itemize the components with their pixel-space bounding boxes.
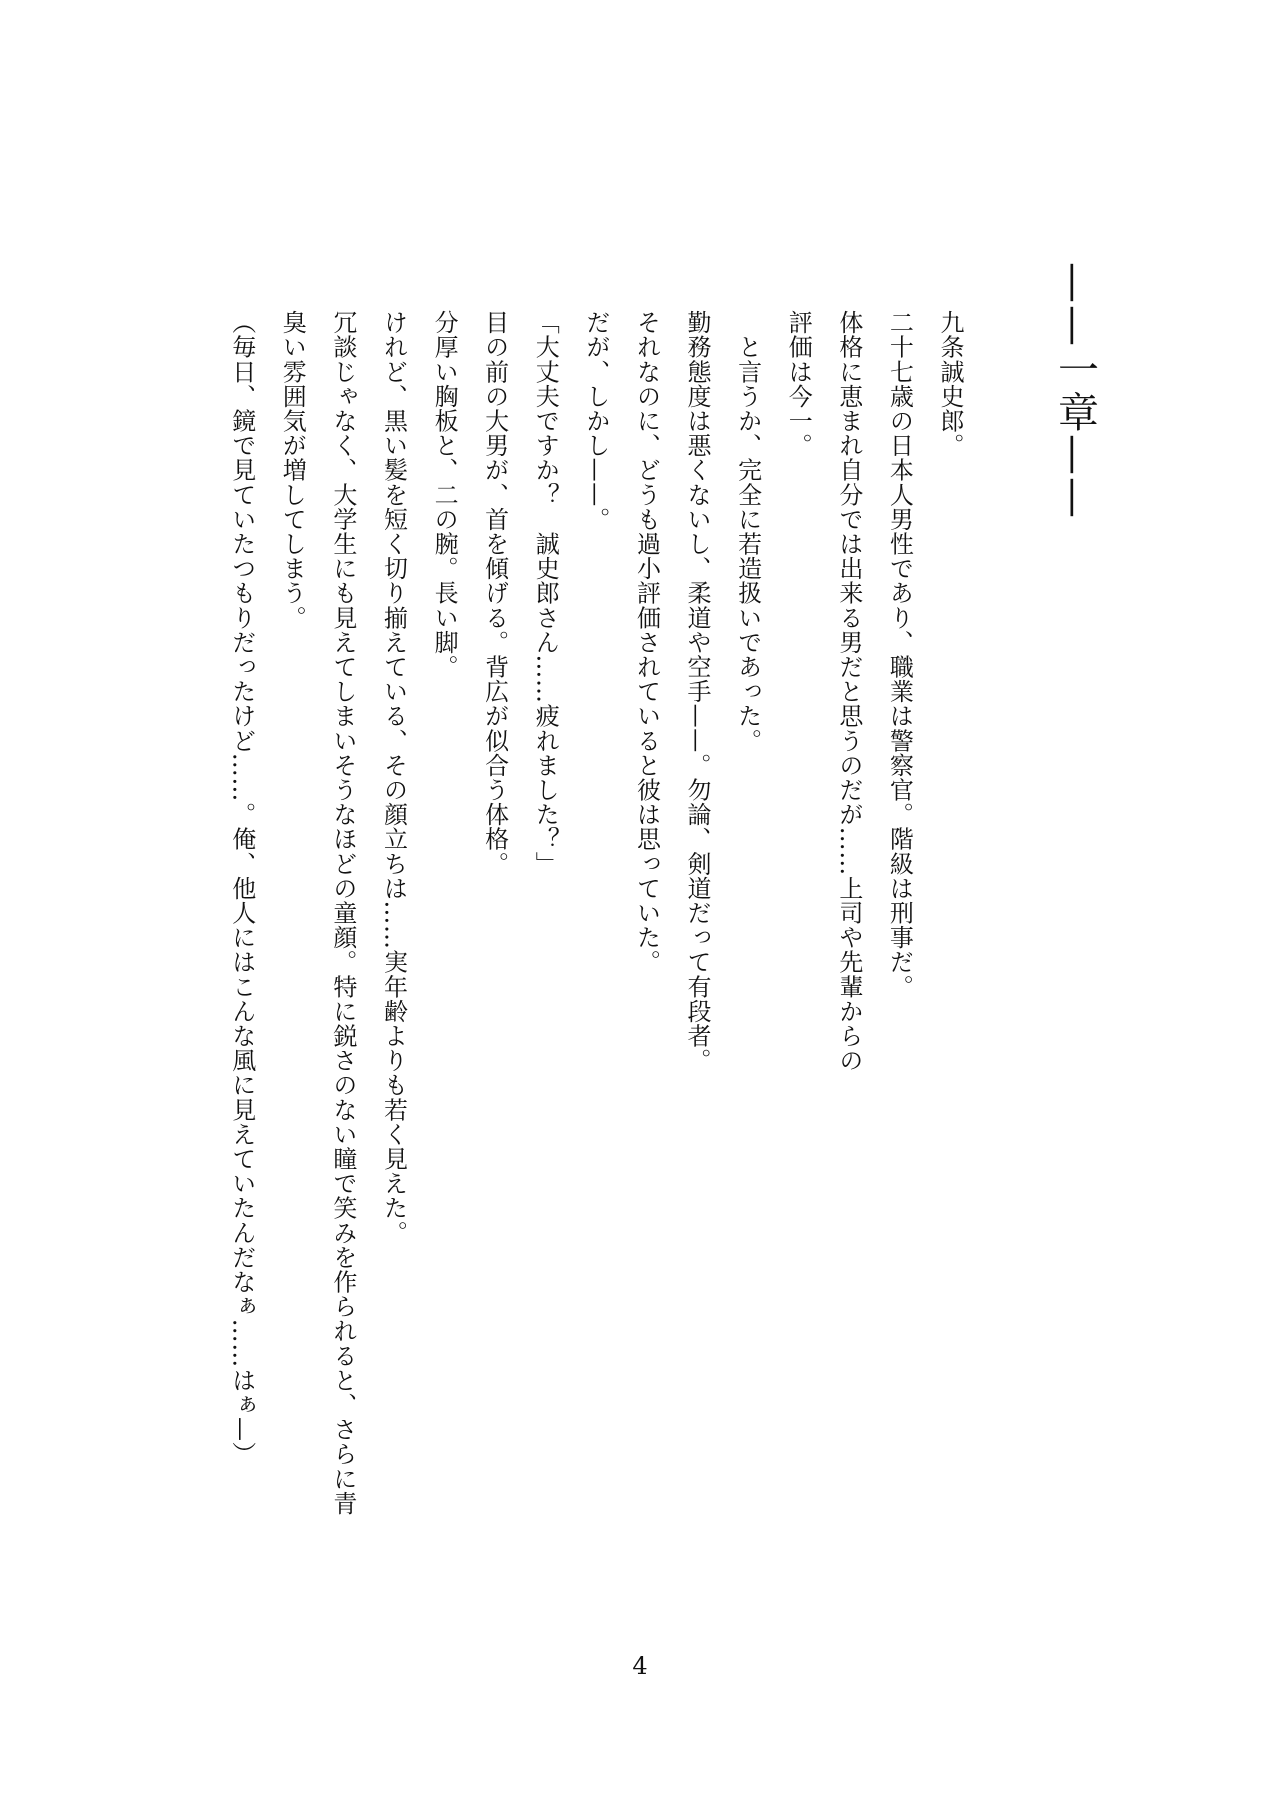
text-line: 九条誠史郎。 xyxy=(936,310,964,458)
chapter-heading: ——一章—— xyxy=(1051,262,1099,520)
text-line: 目の前の大男が、首を傾げる。背広が似合う体格。 xyxy=(480,310,509,876)
text-line: それなのに、どうも過小評価されていると彼は思っていた。 xyxy=(632,310,661,975)
page-number: 4 xyxy=(632,1652,648,1680)
text-line: 二十七歳の日本人男性であり、職業は警察官。階級は刑事だ。 xyxy=(885,310,914,999)
text-line: （毎日、鏡で見ていたつもりだったけど……。俺、他人にはこんな風に見えていたんだなぁ……はぁ—） xyxy=(227,310,256,1467)
text-line: けれど、黒い髪を短く切り揃えている、その顔立ちは……実年齢よりも若く見えた。 xyxy=(379,310,408,1245)
text-line: 体格に恵まれ自分では出来る男だと思うのだが……上司や先輩からの xyxy=(834,310,863,1073)
body-text xyxy=(216,310,975,1600)
text-line: 分厚い胸板と、二の腕。長い脚。 xyxy=(430,310,459,679)
text-line: 臭い雰囲気が増してしまう。 xyxy=(278,310,307,630)
text-line: と言うか、完全に若造扱いであった。 xyxy=(733,310,762,753)
text-line: だが、しかし——。 xyxy=(581,310,610,532)
text-line: 「大丈夫ですか？ 誠史郎さん……疲れました？」 xyxy=(531,310,560,876)
text-line: 勤務態度は悪くないし、柔道や空手——。勿論、剣道だって有段者。 xyxy=(683,310,712,1073)
text-line: 冗談じゃなく、大学生にも見えてしまいそうなほどの童顔。特に鋭さのない瞳で笑みを作られると、さらに青 xyxy=(328,310,357,1516)
text-line: 評価は今一。 xyxy=(784,310,813,458)
